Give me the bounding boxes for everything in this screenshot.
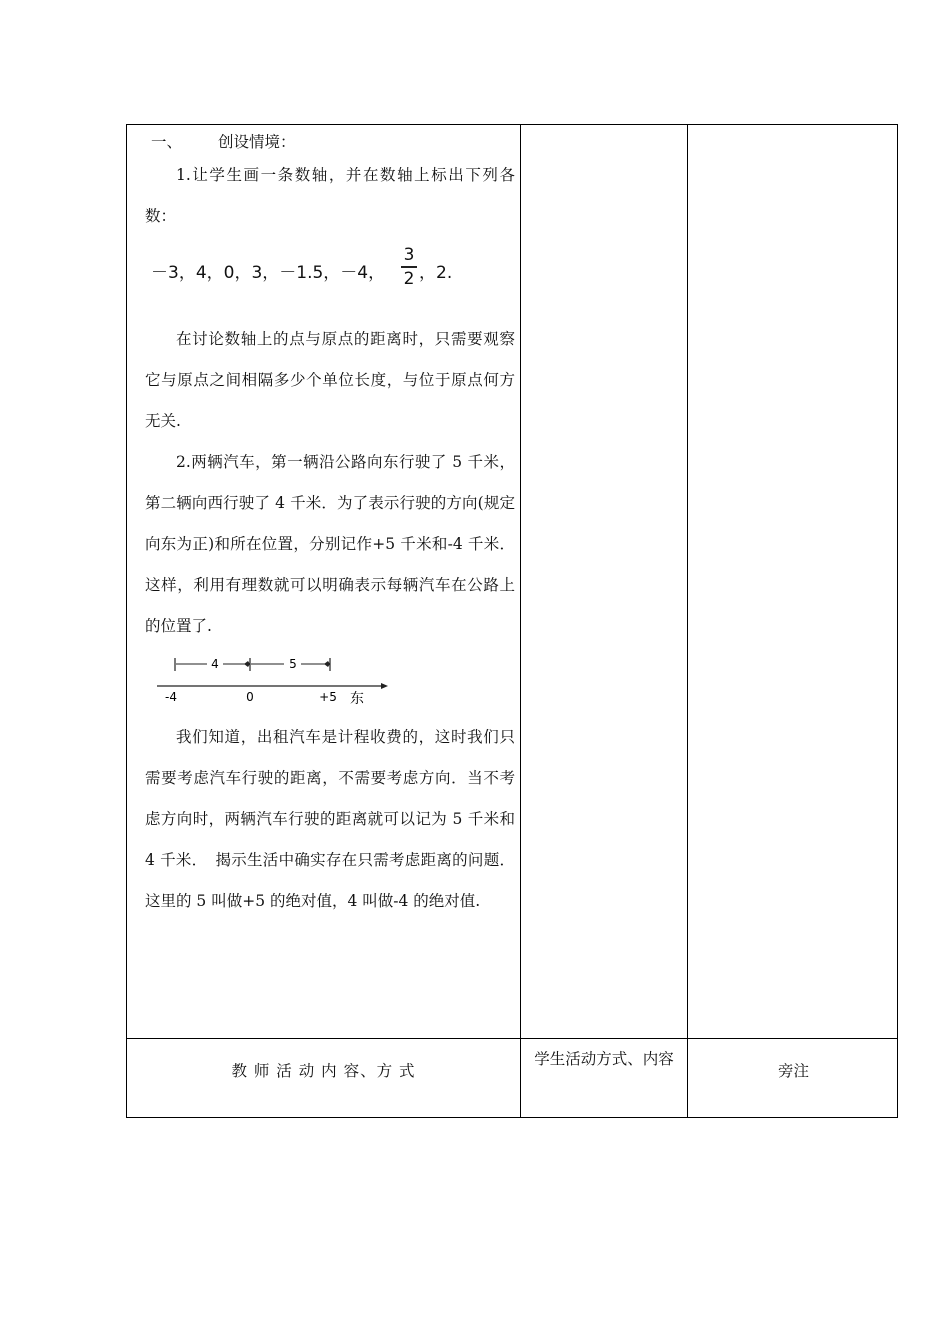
footer-teacher-activity: 教 师 活 动 内 容、方 式 (231, 1062, 416, 1080)
tick-label-origin: 0 (246, 690, 254, 704)
distance-arrowhead-left (244, 661, 250, 667)
distance-label-5: 5 (289, 657, 297, 671)
lesson-table (126, 124, 898, 1118)
section-title: 创设情境： (218, 133, 296, 151)
footer-student-activity: 学生活动方式、内容 (534, 1050, 674, 1068)
section-number: 一、 (151, 133, 183, 151)
number-line-arrow (381, 683, 388, 689)
row-divider (127, 1038, 897, 1039)
fraction-bar (401, 266, 417, 268)
distance-label-4: 4 (211, 657, 219, 671)
fraction-numerator: 3 (403, 245, 415, 265)
section-heading (151, 129, 515, 155)
paragraph-task-2: 2.两辆汽车，第一辆沿公路向东行驶了 5 千米，第二辆向西行驶了 4 千米．为了表示行驶的方向(规定向东为正)和所在位置，分别记作+5 千米和-4 千米．这样，利用有理数就可以明确表示每辆汽车在公路上的位置了. (145, 453, 515, 635)
footer-side-notes: 旁注 (777, 1062, 809, 1080)
column-divider-2 (687, 125, 688, 1117)
tick-label-left: -4 (165, 690, 177, 704)
paragraph-absolute-value: 我们知道，出租汽车是计程收费的，这时我们只需要考虑汽车行驶的距离，不需要考虑方向．当不考虑方向时，两辆汽车行驶的距离就可以记为 5 千米和 4 千米． 揭示生活中确实存在只需考虑距离的问题．这里的 5 叫做+5 的绝对值，4 叫做-4 的绝对值. (145, 728, 515, 910)
paragraph-distance-note: 在讨论数轴上的点与原点的距离时，只需要观察它与原点之间相隔多少个单位长度，与位于原点何方无关. (145, 330, 515, 430)
column-divider-1 (520, 125, 521, 1117)
fraction-three-halves (401, 245, 417, 289)
number-list-tail: ，2. (419, 263, 453, 283)
teacher-activity-content (145, 129, 515, 922)
paragraph-task-1: 1.让学生画一条数轴，并在数轴上标出下列各数： (145, 166, 515, 225)
distance-arrowhead-right (324, 661, 330, 667)
number-list (151, 245, 461, 297)
number-list-text: －3，4，0，3，－1.5，－4， (151, 263, 386, 283)
number-line-diagram (149, 653, 389, 705)
tick-label-right: +5 (319, 690, 337, 704)
direction-label-east: 东 (350, 691, 364, 705)
fraction-denominator: 2 (403, 268, 415, 289)
